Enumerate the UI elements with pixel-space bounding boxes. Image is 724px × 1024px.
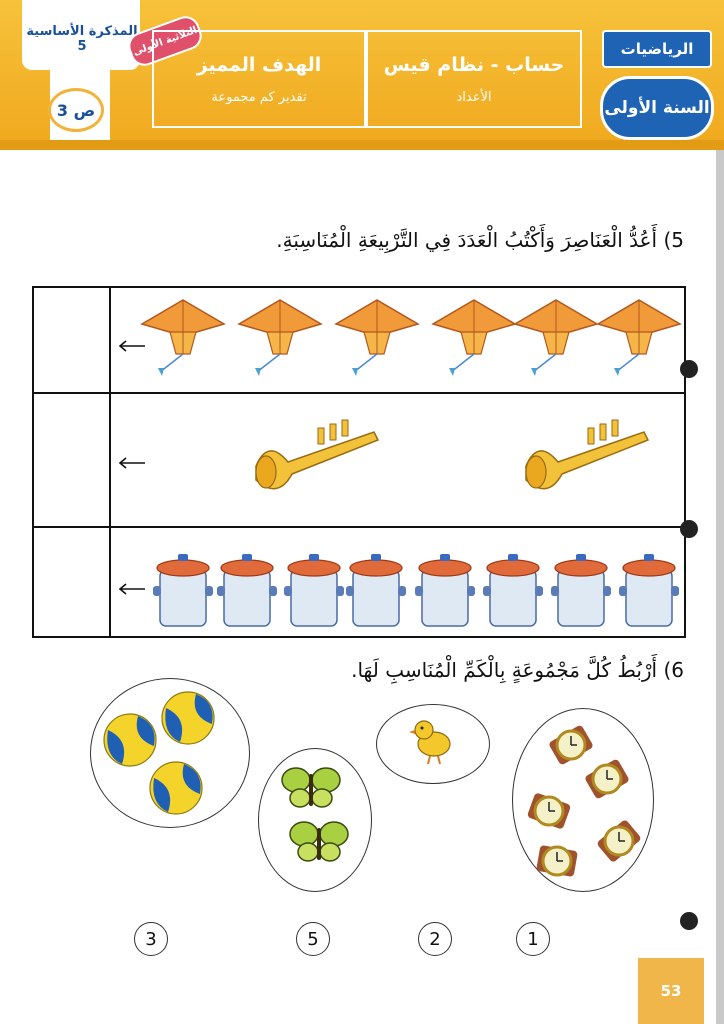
page-label: ص 3 [48, 88, 104, 132]
memo-title: المذكرة الأساسية 5 [26, 24, 138, 54]
wristwatch-icon [524, 784, 574, 838]
ball-icon [160, 690, 216, 746]
trumpet-icon [248, 418, 388, 498]
year-label: السنة الأولى [600, 76, 714, 140]
kite-icon [334, 296, 420, 378]
table-divider [109, 286, 111, 638]
wristwatch-icon [532, 834, 582, 888]
number-option-3[interactable]: 3 [134, 922, 168, 956]
trumpet-icon [518, 418, 658, 498]
butterfly-icon [280, 766, 342, 810]
binder-hole [680, 912, 698, 930]
domain-subtitle: الأعداد [456, 90, 492, 105]
cooking-pot-icon [618, 550, 680, 630]
binder-hole [680, 360, 698, 378]
exercise-6-instruction: 6) أَرْبُطُ كُلَّ مَجْمُوعَةٍ بِالْكَمِّ الْمُنَاسِبِ لَهَا. [351, 658, 684, 682]
trimester-badge: الثلاثية الأولى [124, 12, 205, 69]
page-number: 53 [638, 958, 704, 1024]
butterfly-icon [288, 820, 350, 864]
cooking-pot-icon [482, 550, 544, 630]
ball-icon [148, 760, 204, 816]
arrow-left-icon [118, 457, 146, 469]
number-option-2[interactable]: 2 [418, 922, 452, 956]
domain-title: حساب - نظام قيس [383, 54, 565, 76]
kite-icon [596, 296, 682, 378]
table-row-divider [32, 392, 686, 394]
subject-label: الرياضيات [602, 30, 712, 68]
arrow-left-icon [118, 583, 146, 595]
kite-icon [431, 296, 517, 378]
chick-icon [408, 714, 456, 766]
binder-hole [680, 520, 698, 538]
kite-icon [237, 296, 323, 378]
target-subtitle: تقدير كم مجموعة [211, 90, 307, 105]
table-row-divider [32, 526, 686, 528]
number-option-1[interactable]: 1 [516, 922, 550, 956]
answer-box-pots[interactable] [34, 528, 109, 636]
cooking-pot-icon [283, 550, 345, 630]
target-box [152, 30, 366, 128]
exercise-5-instruction: 5) أَعُدُّ الْعَنَاصِرَ وَأَكْتُبُ الْعَدَدَ فِي التَّرْبِيعَةِ الْمُنَاسِبَةِ. [276, 228, 684, 252]
answer-box-kites[interactable] [34, 288, 109, 392]
cooking-pot-icon [550, 550, 612, 630]
kite-icon [140, 296, 226, 378]
wristwatch-icon [594, 814, 644, 868]
kite-icon [513, 296, 599, 378]
header-band-edge [0, 140, 724, 150]
cooking-pot-icon [345, 550, 407, 630]
domain-box [366, 30, 582, 128]
cooking-pot-icon [152, 550, 214, 630]
page-edge [716, 150, 724, 1024]
target-title: الهدف المميز [196, 54, 322, 76]
wristwatch-icon [582, 752, 632, 806]
answer-box-trumpets[interactable] [34, 394, 109, 526]
cooking-pot-icon [414, 550, 476, 630]
cooking-pot-icon [216, 550, 278, 630]
number-option-5[interactable]: 5 [296, 922, 330, 956]
